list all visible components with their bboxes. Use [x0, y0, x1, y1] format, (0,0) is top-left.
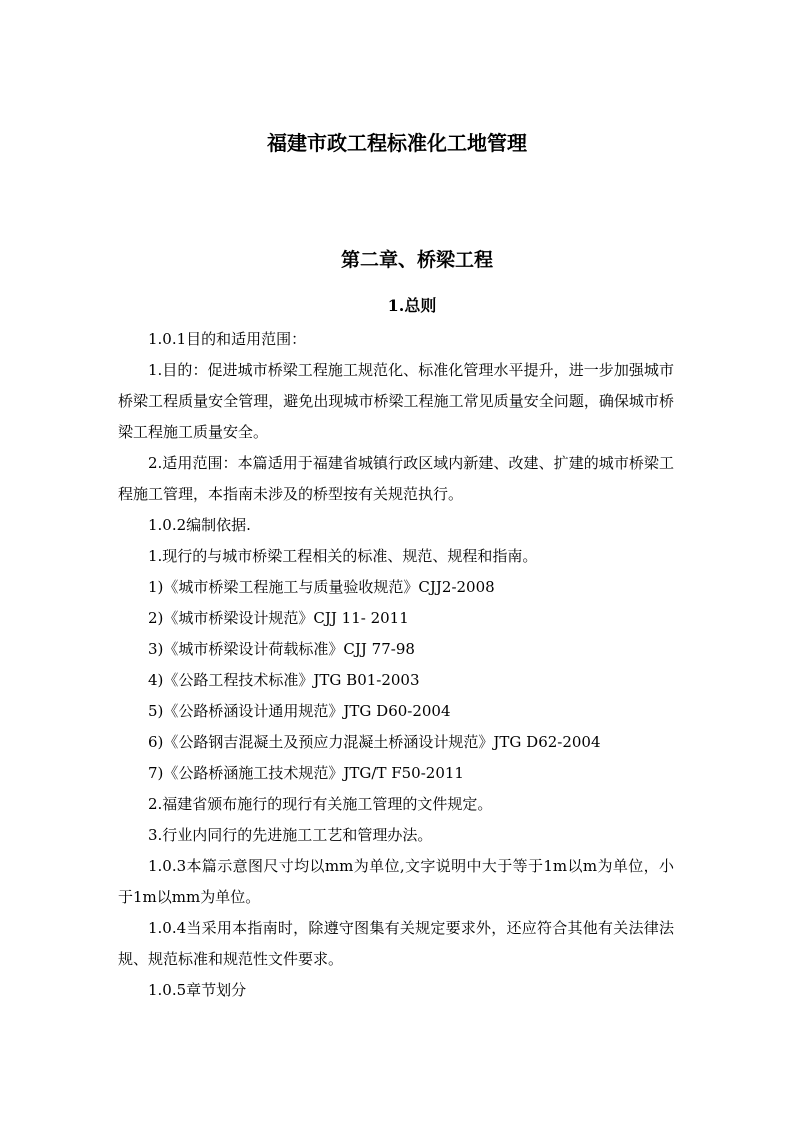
paragraph-1-0-5: 1.0.5章节划分: [148, 981, 247, 999]
document-body: [118, 324, 674, 1006]
section-heading: 1.总则: [387, 296, 437, 315]
list-item-standard-1: 1)《城市桥梁工程施工与质量验收规范》CJJ2-2008: [148, 578, 495, 596]
paragraph-industry-methods: 3.行业内同行的先进施工工艺和管理办法。: [148, 826, 433, 844]
list-item-standard-7: 7)《公路桥涵施工技术规范》JTG/T F50-2011: [148, 764, 464, 782]
list-item-standard-4: 4)《公路工程技术标准》JTG B01-2003: [148, 671, 420, 689]
chapter-heading: 第二章、桥梁工程: [340, 249, 493, 271]
list-item-standard-2: 2)《城市桥梁设计规范》CJJ 11- 2011: [148, 609, 409, 627]
list-item-standard-3: 3)《城市桥梁设计荷载标准》CJJ 77-98: [148, 640, 415, 658]
list-item-standard-5: 5)《公路桥涵设计通用规范》JTG D60-2004: [148, 702, 451, 720]
paragraph-standards: 1.现行的与城市桥梁工程相关的标准、规范、规程和指南。: [148, 547, 538, 565]
paragraph-purpose: 1.目的：促进城市桥梁工程施工规范化、标准化管理水平提升，进一步加强城市桥梁工程质量安全管理，避免出现城市桥梁工程施工常见质量安全问题，确保城市桥梁工程施工质量安全。: [118, 361, 674, 441]
paragraph-1-0-4: 1.0.4当采用本指南时，除遵守图集有关规定要求外，还应符合其他有关法律法规、规范标准和规范性文件要求。: [118, 919, 674, 968]
document-title: 福建市政工程标准化工地管理: [267, 131, 527, 155]
paragraph-1-0-2: 1.0.2编制依据.: [148, 516, 251, 534]
paragraph-1-0-1: 1.0.1目的和适用范围：: [148, 330, 307, 348]
paragraph-fujian-rules: 2.福建省颁布施行的现行有关施工管理的文件规定。: [148, 795, 493, 813]
paragraph-1-0-3: 1.0.3本篇示意图尺寸均以mm为单位,文字说明中大于等于1m以m为单位，小于1m以mm为单位。: [118, 857, 674, 906]
list-item-standard-6: 6)《公路钢吉混凝土及预应力混凝土桥涵设计规范》JTG D62-2004: [148, 733, 601, 751]
paragraph-scope: 2.适用范围：本篇适用于福建省城镇行政区域内新建、改建、扩建的城市桥梁工程施工管理，本指南未涉及的桥型按有关规范执行。: [118, 454, 674, 503]
